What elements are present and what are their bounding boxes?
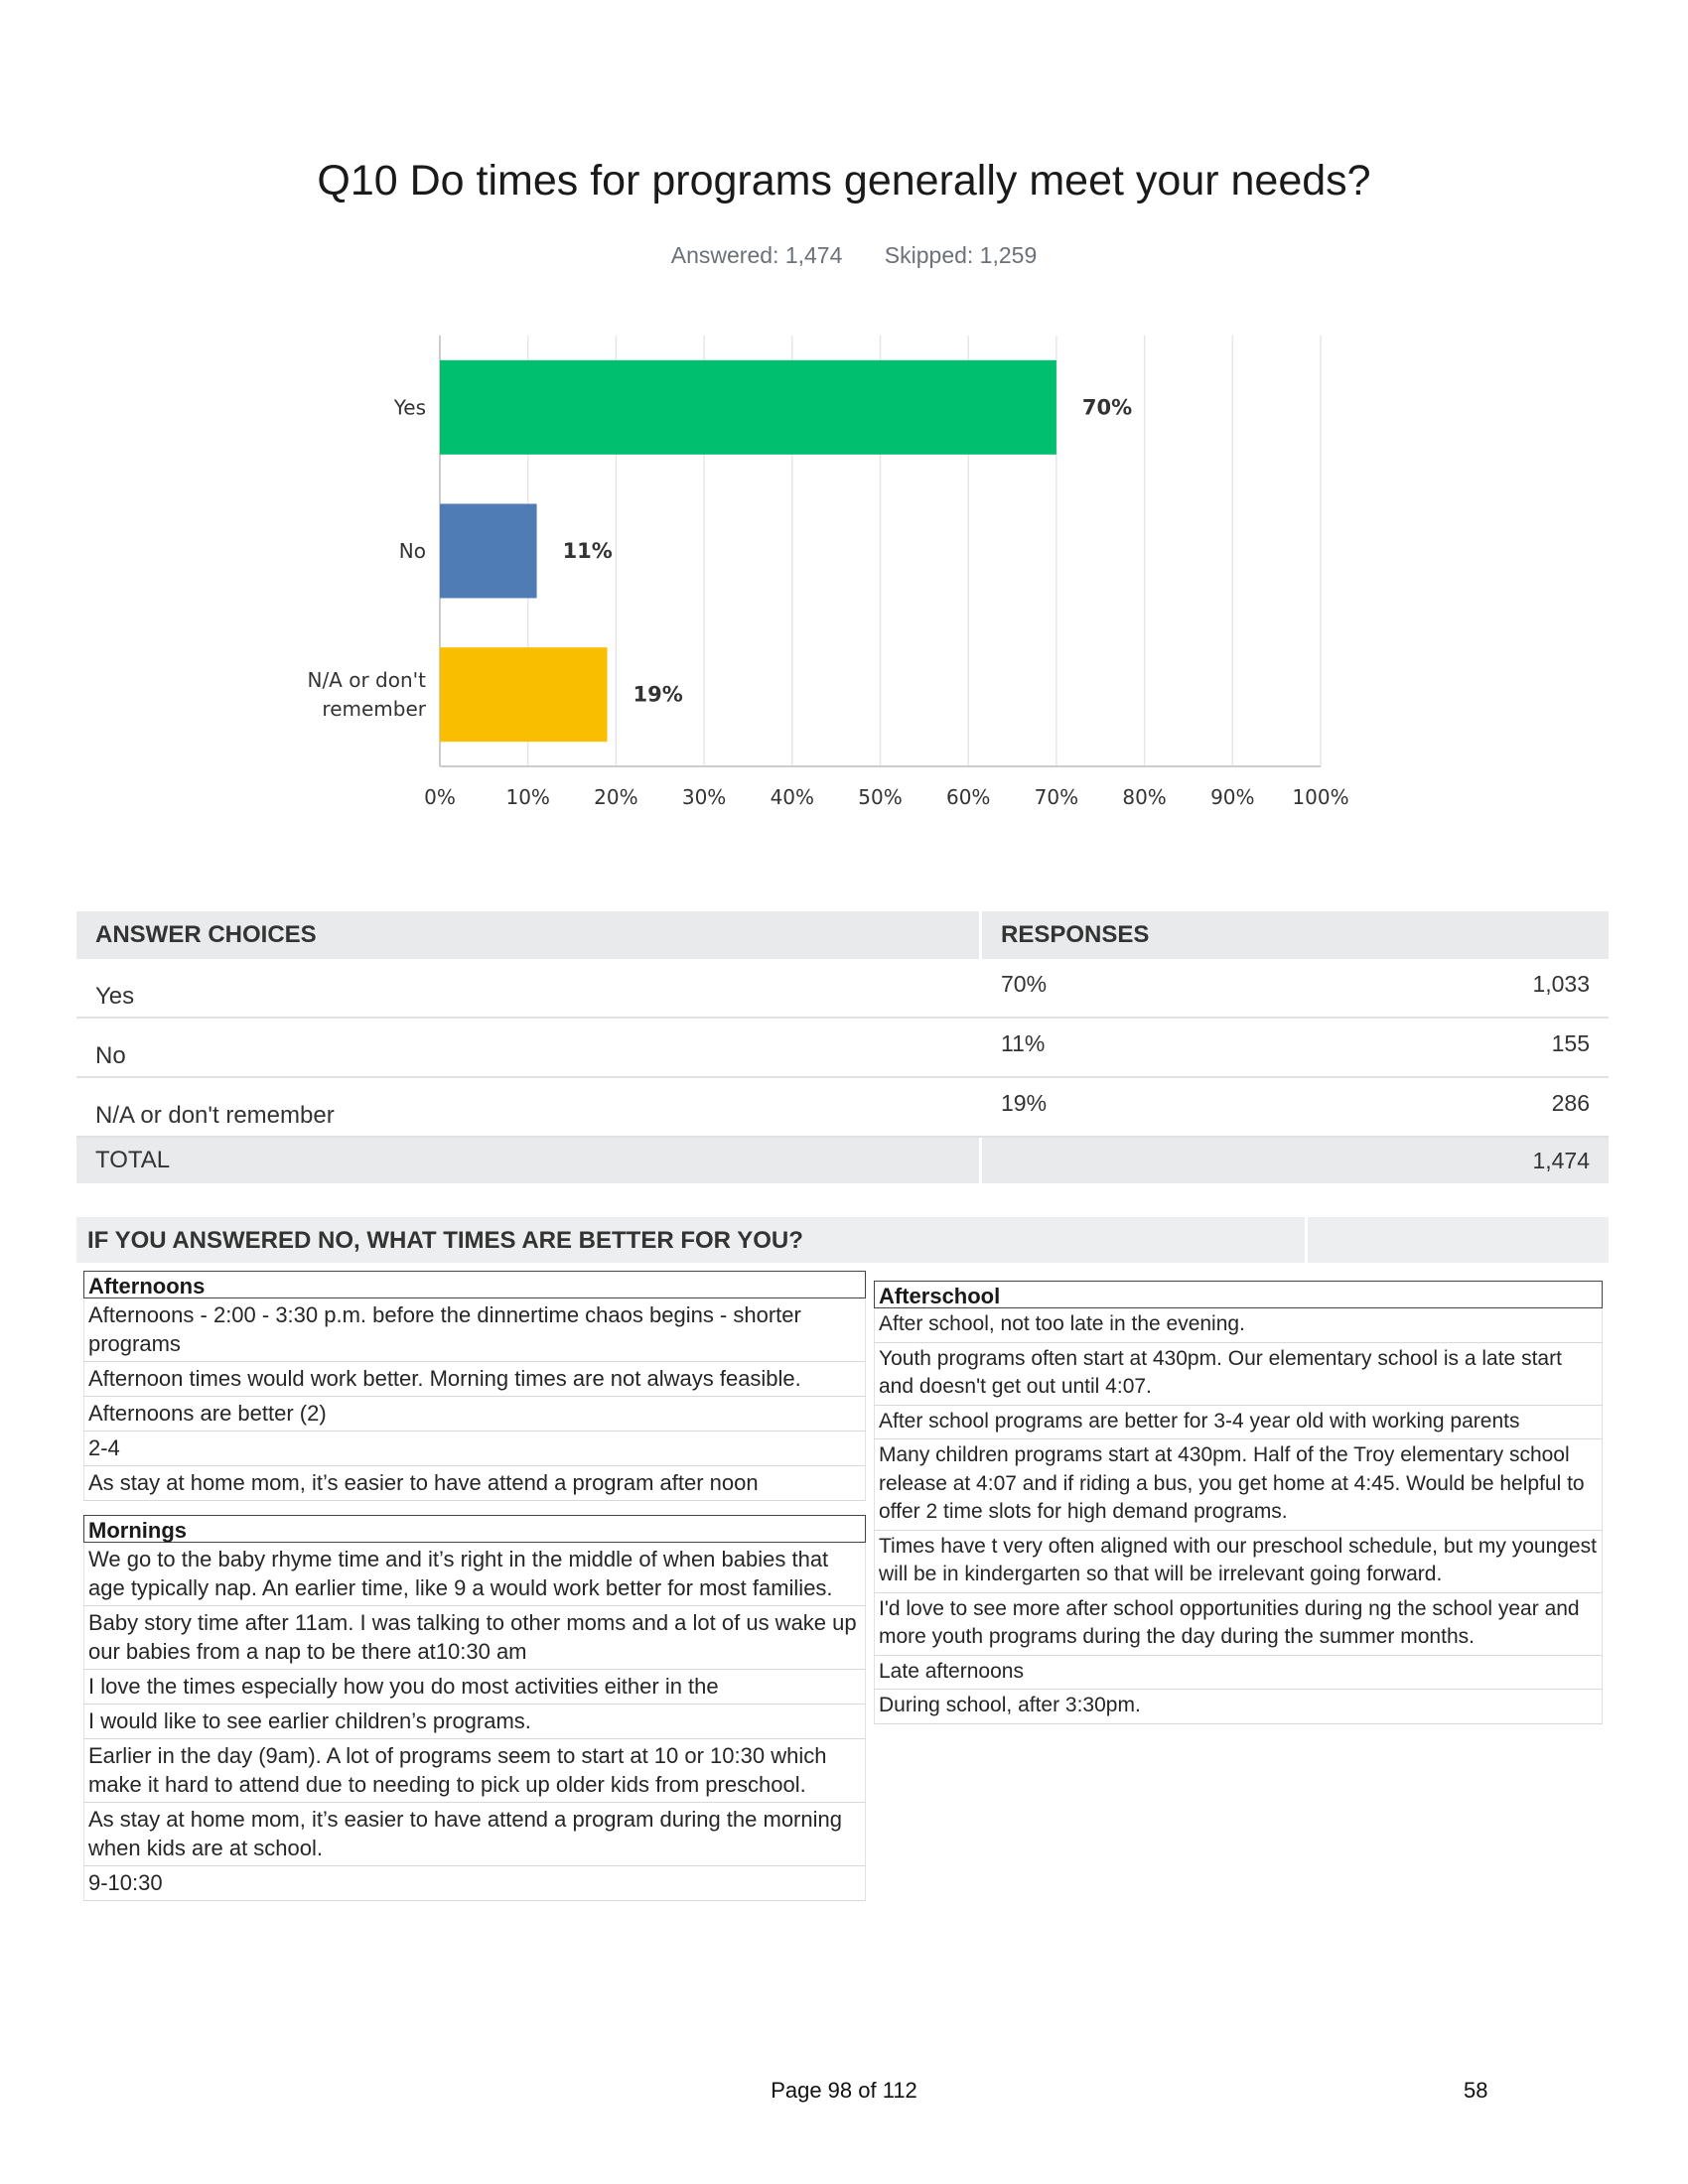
answer-table <box>76 911 1609 1183</box>
category-label: N/A or don't remember <box>307 668 426 722</box>
list-item: I love the times especially how you do most activities either in the <box>83 1670 866 1705</box>
table-total-row <box>76 1138 1609 1183</box>
x-tick-label: 50% <box>858 785 903 809</box>
list-item: After school programs are better for 3-4 year old with working parents <box>874 1406 1603 1440</box>
list-item: Times have t very often aligned with our preschool schedule, but my youngest will be in kindergarten so that will be irrelevant going forward. <box>874 1531 1603 1593</box>
right-response-column <box>874 1281 1603 1724</box>
list-item: Earlier in the day (9am). A lot of programs seem to start at 10 or 10:30 which make it hard to attend due to needing to pick up older kids from preschool. <box>83 1739 866 1803</box>
question-title: Q10 Do times for programs generally meet your needs? <box>317 157 1371 205</box>
response-percent: 19% <box>979 1078 1410 1136</box>
response-percent: 70% <box>979 959 1410 1017</box>
total-count: 1,474 <box>1532 1148 1590 1173</box>
list-item: Baby story time after 11am. I was talking to other moms and a lot of us wake up our babies from a nap to be there at10:30 am <box>83 1606 866 1670</box>
x-tick-label: 40% <box>770 785 815 809</box>
list-item: 2-4 <box>83 1432 866 1466</box>
x-tick-label: 0% <box>424 785 456 809</box>
list-item: Afternoons - 2:00 - 3:30 p.m. before the dinnertime chaos begins - shorter programs <box>83 1298 866 1362</box>
answer-choice: Yes <box>95 983 135 1010</box>
category-label: No <box>398 539 426 563</box>
open-responses-title: IF YOU ANSWERED NO, WHAT TIMES ARE BETTER FOR YOU? <box>87 1227 803 1254</box>
list-item: Afternoon times would work better. Morning times are not always feasible. <box>83 1362 866 1397</box>
data-label: 70% <box>1081 395 1133 420</box>
list-item: We go to the baby rhyme time and it’s right in the middle of when babies that age typically nap. An earlier time, like 9 a would work better for most families. <box>83 1543 866 1606</box>
answered-count: Answered: 1,474 <box>670 242 843 268</box>
bar-chart <box>0 0 1688 834</box>
list-item: Afternoons are better (2) <box>83 1397 866 1432</box>
list-item: After school, not too late in the evening. <box>874 1308 1603 1343</box>
answer-choices-header: ANSWER CHOICES <box>95 921 317 948</box>
bar <box>440 647 608 742</box>
response-count: 155 <box>1551 1030 1590 1056</box>
x-tick-label: 60% <box>945 785 991 809</box>
response-count: 1,033 <box>1532 971 1590 997</box>
page-number: 58 <box>1464 2078 1488 2103</box>
x-tick-label: 20% <box>594 785 638 809</box>
list-item: I'd love to see more after school opportunities during ng the school year and more youth programs during the day during the summer months. <box>874 1593 1603 1656</box>
data-label: 19% <box>633 682 683 707</box>
x-tick-label: 30% <box>681 785 727 809</box>
list-item: As stay at home mom, it’s easier to have attend a program after noon <box>83 1466 866 1501</box>
list-item: Youth programs often start at 430pm. Our elementary school is a late start and doesn't get out until 4:07. <box>874 1343 1603 1406</box>
skipped-count: Skipped: 1,259 <box>884 242 1038 268</box>
responses-header: RESPONSES <box>979 911 1609 959</box>
list-item: 9-10:30 <box>83 1866 866 1901</box>
group-title-afterschool: Afterschool <box>874 1281 1603 1308</box>
x-tick-label: 70% <box>1034 785 1079 809</box>
answer-choice: No <box>95 1042 126 1069</box>
left-response-column <box>83 1271 866 1901</box>
list-item: During school, after 3:30pm. <box>874 1690 1603 1724</box>
x-tick-label: 90% <box>1210 785 1255 809</box>
data-label: 11% <box>562 539 613 563</box>
table-row <box>76 1078 1609 1138</box>
response-count: 286 <box>1551 1090 1590 1116</box>
x-tick-label: 80% <box>1122 785 1167 809</box>
answer-table-header <box>76 911 1609 959</box>
list-item: Many children programs start at 430pm. Half of the Troy elementary school release at 4:07 and if riding a bus, you get home at 4:45. Would be helpful to offer 2 time slots for high demand programs. <box>874 1439 1603 1531</box>
group-title-mornings: Mornings <box>83 1515 866 1543</box>
answer-choice: N/A or don't remember <box>95 1102 335 1129</box>
bar <box>440 504 537 599</box>
list-item: I would like to see earlier children’s programs. <box>83 1705 866 1739</box>
list-item: Late afternoons <box>874 1656 1603 1691</box>
x-tick-label: 10% <box>505 785 550 809</box>
group-title-afternoons: Afternoons <box>83 1271 866 1298</box>
page-indicator: Page 98 of 112 <box>771 2078 917 2103</box>
list-item: As stay at home mom, it’s easier to have attend a program during the morning when kids are at school. <box>83 1803 866 1866</box>
table-row <box>76 959 1609 1019</box>
x-tick-label: 100% <box>1292 785 1349 809</box>
open-responses-header <box>76 1217 1609 1263</box>
table-row <box>76 1019 1609 1078</box>
bar <box>440 360 1056 455</box>
category-label: Yes <box>393 395 426 420</box>
response-percent: 11% <box>979 1019 1410 1076</box>
total-label: TOTAL <box>95 1147 171 1173</box>
